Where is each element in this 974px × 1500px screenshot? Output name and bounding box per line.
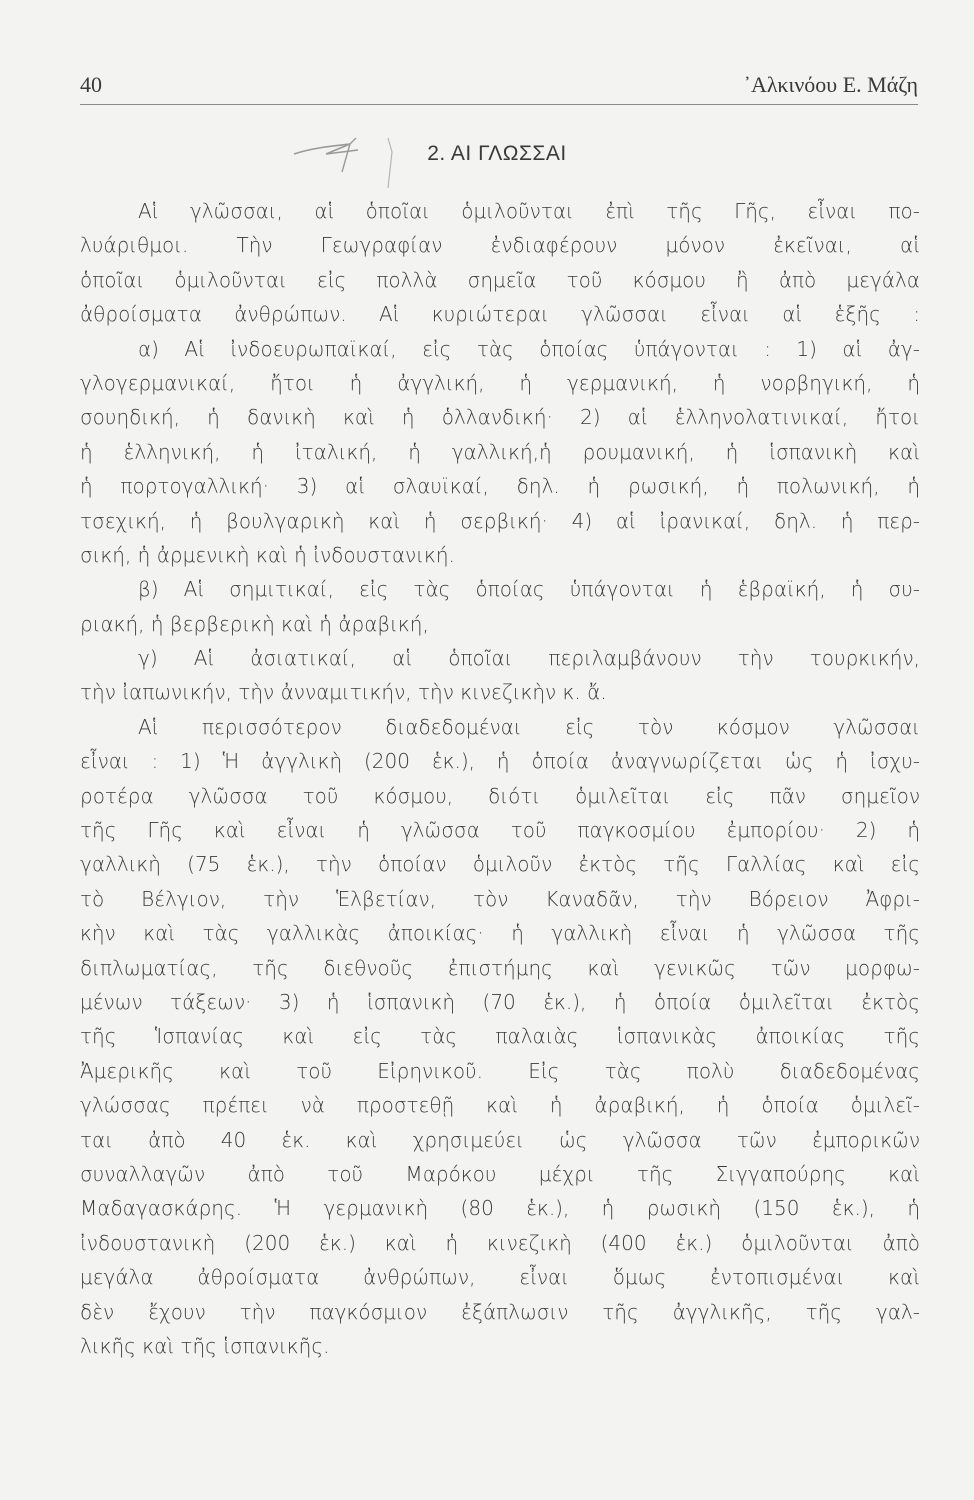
section-heading: 2. ΑΙ ΓΛΩΣΣΑΙ [427, 142, 567, 165]
text-line: τῆς Ἱσπανίας καὶ εἰς τὰς παλαιὰς ἱσπανικὰς ἀποικίας τῆς [80, 1024, 920, 1049]
text-line: διπλωματίας, τῆς διεθνοῦς ἐπιστήμης καὶ γενικῶς τῶν μορφω- [80, 955, 920, 980]
text-line: μένων τάξεων· 3) ἡ ἱσπανικὴ (70 ἑκ.), ἡ ὁποία ὁμιλεῖται ἐκτὸς [80, 989, 920, 1014]
text-line: β) Αἱ σημιτικαί, εἰς τὰς ὁποίας ὑπάγονται ἡ ἑβραϊκή, ἡ συ- [138, 577, 920, 602]
text-line: ἀθροίσματα ἀνθρώπων. Αἱ κυριώτεραι γλῶσσαι εἶναι αἱ ἑξῆς : [80, 302, 920, 327]
text-line: τσεχική, ἡ βουλγαρικὴ καὶ ἡ σερβική· 4) αἱ ἰρανικαί, δηλ. ἡ περ- [80, 508, 920, 533]
page-number: 40 [80, 72, 102, 97]
text-line: Αἱ περισσότερον διαδεδομέναι εἰς τὸν κόσμον γλῶσσαι [138, 714, 920, 739]
text-line: Αἱ γλῶσσαι, αἱ ὁποῖαι ὁμιλοῦνται ἐπὶ τῆς Γῆς, εἶναι πο- [138, 199, 920, 223]
text-line: σουηδική, ἡ δανικὴ καὶ ἡ ὁλλανδική· 2) αἱ ἑλληνολατινικαί, ἤτοι [80, 405, 920, 430]
text-line: ἡ ἑλληνική, ἡ ἰταλική, ἡ γαλλική,ἡ ρουμανική, ἡ ἱσπανικὴ καὶ [80, 439, 920, 464]
text-line: ριακή, ἡ βερβερικὴ καὶ ἡ ἀραβική, [80, 611, 429, 636]
text-line: τὸ Βέλγιον, τὴν Ἑλβετίαν, τὸν Καναδᾶν, τὴν Βόρειον Ἀφρι- [80, 886, 920, 911]
running-head: ᾿Αλκινόου Ε. Μάζη [743, 72, 918, 97]
text-line: συναλλαγῶν ἀπὸ τοῦ Μαρόκου μέχρι τῆς Σιγγαπούρης καὶ [80, 1161, 920, 1186]
body-text [80, 194, 920, 1363]
text-line: σική, ἡ ἀρμενικὴ καὶ ἡ ἰνδουστανική. [80, 542, 455, 567]
text-line: ροτέρα γλῶσσα τοῦ κόσμου, διότι ὁμιλεῖται εἰς πᾶν σημεῖον [80, 783, 920, 808]
text-line: τῆς Γῆς καὶ εἶναι ἡ γλῶσσα τοῦ παγκοσμίου ἐμπορίου· 2) ἡ [80, 818, 920, 843]
text-line: εἶναι : 1) Ἡ ἀγγλικὴ (200 ἑκ.), ἡ ὁποία ἀναγνωρίζεται ὡς ἡ ἰσχυ- [80, 749, 920, 774]
text-line: γαλλικὴ (75 ἑκ.), τὴν ὁποίαν ὁμιλοῦν ἐκτὸς τῆς Γαλλίας καὶ εἰς [80, 852, 920, 877]
text-line: Μαδαγασκάρης. Ἡ γερμανικὴ (80 ἑκ.), ἡ ρωσικὴ (150 ἑκ.), ἡ [80, 1196, 920, 1221]
text-line: δὲν ἔχουν τὴν παγκόσμιον ἐξάπλωσιν τῆς ἀγγλικῆς, τῆς γαλ- [80, 1299, 920, 1324]
text-line: λυάριθμοι. Τὴν Γεωγραφίαν ἐνδιαφέρουν μόνον ἐκεῖναι, αἱ [80, 233, 920, 258]
text-line: γ) Αἱ ἀσιατικαί, αἱ ὁποῖαι περιλαμβάνουν τὴν τουρκικήν, [138, 646, 920, 671]
text-line: γλογερμανικαί, ἤτοι ἡ ἀγγλική, ἡ γερμανική, ἡ νορβηγική, ἡ [80, 370, 920, 395]
text-line: γλώσσας πρέπει νὰ προστεθῇ καὶ ἡ ἀραβική, ἡ ὁποία ὁμιλεῖ- [80, 1093, 920, 1118]
text-line: λικῆς καὶ τῆς ἱσπανικῆς. [80, 1333, 330, 1358]
text-line: ἰνδουστανικὴ (200 ἑκ.) καὶ ἡ κινεζικὴ (400 ἑκ.) ὁμιλοῦνται ἀπὸ [80, 1230, 920, 1255]
text-line: μεγάλα ἀθροίσματα ἀνθρώπων, εἶναι ὅμως ἐντοπισμέναι καὶ [80, 1265, 920, 1290]
page-header [80, 72, 918, 105]
text-line: ἡ πορτογαλλική· 3) αἱ σλαυϊκαί, δηλ. ἡ ρωσική, ἡ πολωνική, ἡ [80, 474, 920, 499]
text-line: α) Αἱ ἰνδοευρωπαϊκαί, εἰς τὰς ὁποίας ὑπάγονται : 1) αἱ ἀγ- [138, 336, 920, 361]
text-line: ται ἀπὸ 40 ἑκ. καὶ χρησιμεύει ὡς γλῶσσα τῶν ἐμπορικῶν [80, 1127, 920, 1152]
text-line: τὴν ἰαπωνικήν, τὴν ἀνναμιτικήν, τὴν κινεζικὴν κ. ἄ. [80, 680, 607, 705]
text-line: ὁποῖαι ὁμιλοῦνται εἰς πολλὰ σημεῖα τοῦ κόσμου ἢ ἀπὸ μεγάλα [80, 267, 920, 292]
text-line: κὴν καὶ τὰς γαλλικὰς ἀποικίας· ἡ γαλλικὴ εἶναι ἡ γλῶσσα τῆς [80, 921, 920, 946]
text-line: Ἀμερικῆς καὶ τοῦ Εἰρηνικοῦ. Εἰς τὰς πολὺ διαδεδομένας [80, 1058, 920, 1083]
